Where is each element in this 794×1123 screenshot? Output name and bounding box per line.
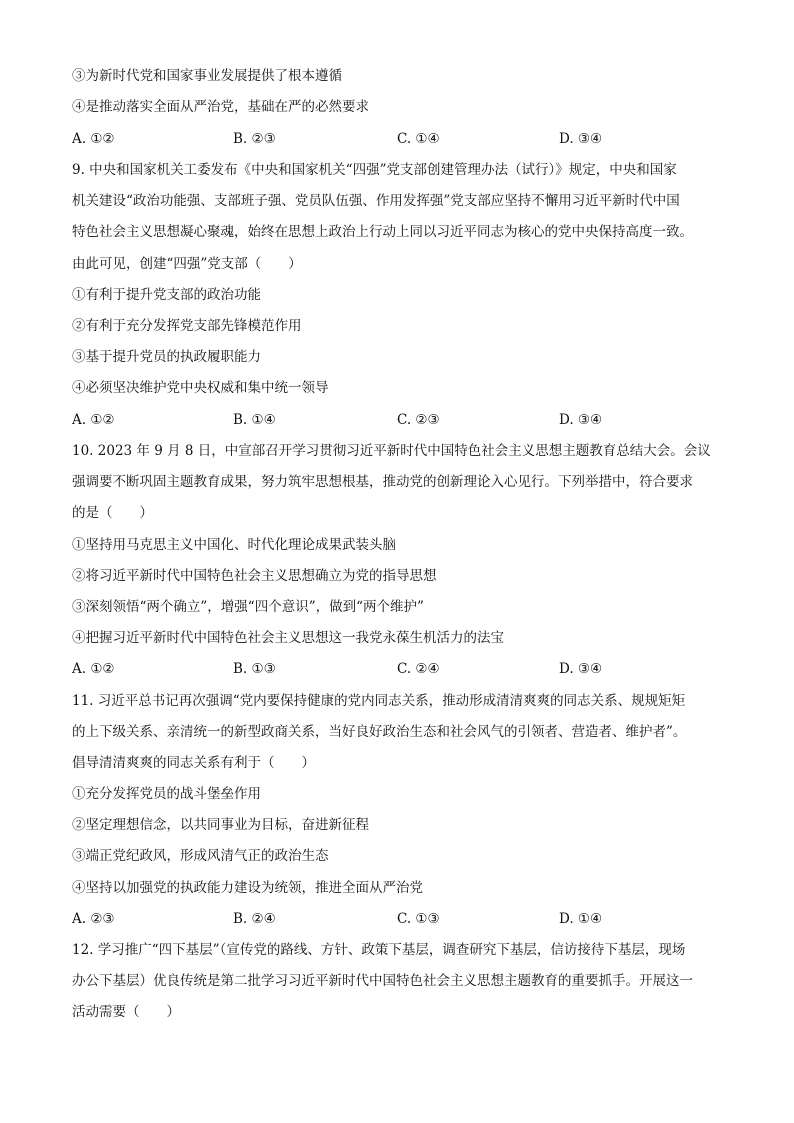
q12-stem-line-2: 办公下基层）优良传统是第二批学习习近平新时代中国特色社会主义思想主题教育的重要抓手。开展这一 bbox=[72, 973, 693, 989]
q11-statement-1: ①充分发挥党员的战斗堡垒作用 bbox=[72, 786, 261, 802]
q11-option-a: A. ②③ bbox=[72, 911, 115, 927]
q8-statement-4: ④是推动落实全面从严治党，基础在严的必然要求 bbox=[72, 99, 369, 115]
q10-statement-2: ②将习近平新时代中国特色社会主义思想确立为党的指导思想 bbox=[72, 568, 437, 584]
q9-stem-line-4: 由此可见，创建“四强”党支部（ ） bbox=[72, 256, 302, 272]
q9-stem-line-1: 9. 中央和国家机关工委发布《中央和国家机关“四强”党支部创建管理办法（试行）》规定，中央和国家 bbox=[72, 162, 677, 178]
q11-stem-line-2: 的上下级关系、亲清统一的新型政商关系，当好良好政治生态和社会风气的引领者、营造者、维护者”。 bbox=[72, 724, 687, 740]
q10-stem-line-2: 强调要不断巩固主题教育成果，努力筑牢思想根基，推动党的创新理论入心见行。下列举措中，符合要求 bbox=[72, 474, 693, 490]
q9-option-a: A. ①② bbox=[72, 412, 115, 428]
q9-stem-line-2: 机关建设“政治功能强、支部班子强、党员队伍强、作用发挥强”党支部应坚持不懈用习近平新时代中国 bbox=[72, 193, 680, 209]
q11-stem-line-1: 11. 习近平总书记再次强调“党内要保持健康的党内同志关系，推动形成清清爽爽的同志关系、规规矩矩 bbox=[72, 693, 686, 709]
q10-stem-line-1: 10. 2023 年 9 月 8 日，中宣部召开学习贯彻习近平新时代中国特色社会主义思想主题教育总结大会。会议 bbox=[72, 443, 711, 459]
q11-statement-3: ③端正党纪政风，形成风清气正的政治生态 bbox=[72, 848, 329, 864]
q11-stem-line-3: 倡导清清爽爽的同志关系有利于（ ） bbox=[72, 755, 315, 771]
q12-stem-line-1: 12. 学习推广“四下基层”（宣传党的路线、方针、政策下基层，调查研究下基层，信访接待下基层，现场 bbox=[72, 942, 686, 958]
q11-statement-4: ④坚持以加强党的执政能力建设为统领，推进全面从严治党 bbox=[72, 880, 423, 896]
q10-option-b: B. ①③ bbox=[233, 661, 276, 677]
q10-stem-line-3: 的是（ ） bbox=[72, 505, 153, 521]
q9-option-d: D. ③④ bbox=[559, 412, 603, 428]
q11-option-c: C. ①③ bbox=[397, 911, 440, 927]
q8-statement-3: ③为新时代党和国家事业发展提供了根本遵循 bbox=[72, 68, 342, 84]
q8-option-b: B. ②③ bbox=[233, 131, 276, 147]
q10-option-c: C. ②④ bbox=[397, 661, 440, 677]
q10-statement-1: ①坚持用马克思主义中国化、时代化理论成果武装头脑 bbox=[72, 537, 396, 553]
q9-stem-line-3: 特色社会主义思想凝心聚魂，始终在思想上政治上行动上同以习近平同志为核心的党中央保持高度一致。 bbox=[72, 224, 693, 240]
q9-option-b: B. ①④ bbox=[233, 412, 276, 428]
q10-option-d: D. ③④ bbox=[559, 661, 603, 677]
q11-option-d: D. ①④ bbox=[559, 911, 603, 927]
q9-statement-1: ①有利于提升党支部的政治功能 bbox=[72, 287, 261, 303]
q10-option-a: A. ①② bbox=[72, 661, 115, 677]
q8-option-a: A. ①② bbox=[72, 131, 115, 147]
q9-statement-2: ②有利于充分发挥党支部先锋模范作用 bbox=[72, 318, 302, 334]
q10-statement-3: ③深刻领悟“两个确立”，增强“四个意识”，做到“两个维护” bbox=[72, 599, 424, 615]
q9-statement-3: ③基于提升党员的执政履职能力 bbox=[72, 349, 261, 365]
q11-statement-2: ②坚定理想信念，以共同事业为目标，奋进新征程 bbox=[72, 817, 369, 833]
q11-option-b: B. ②④ bbox=[233, 911, 276, 927]
q8-option-c: C. ①④ bbox=[397, 131, 440, 147]
q9-option-c: C. ②③ bbox=[397, 412, 440, 428]
q10-statement-4: ④把握习近平新时代中国特色社会主义思想这一我党永葆生机活力的法宝 bbox=[72, 630, 504, 646]
q12-stem-line-3: 活动需要（ ） bbox=[72, 1004, 180, 1020]
q8-option-d: D. ③④ bbox=[559, 131, 603, 147]
q9-statement-4: ④必须坚决维护党中央权威和集中统一领导 bbox=[72, 380, 329, 396]
